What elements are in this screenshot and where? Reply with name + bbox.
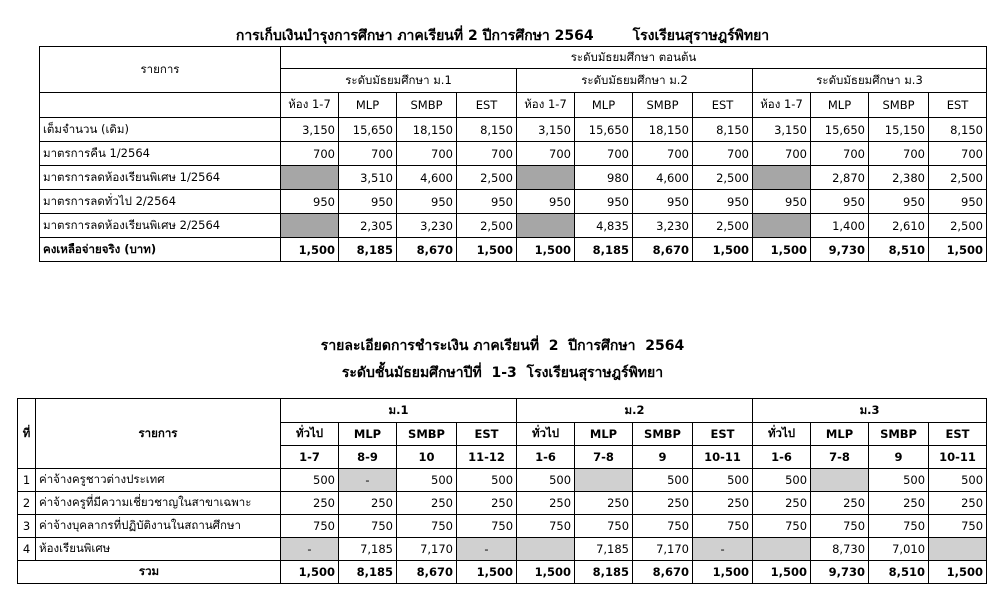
value-cell: 250 bbox=[397, 492, 457, 515]
total-value: 9,730 bbox=[811, 561, 869, 584]
sub-header: MLP bbox=[339, 423, 397, 446]
table-row bbox=[40, 214, 987, 238]
shaded-cell bbox=[517, 214, 575, 238]
row-label: มาตรการลดห้องเรียนพิเศษ 2/2564 bbox=[40, 214, 281, 238]
shaded-cell bbox=[517, 166, 575, 190]
value-cell: 500 bbox=[517, 469, 575, 492]
level-header: ระดับมัธยมศึกษา ม.2 bbox=[517, 69, 753, 93]
table-row bbox=[18, 492, 987, 515]
room-range: 7-8 bbox=[811, 446, 869, 469]
shaded-cell: - bbox=[457, 538, 517, 561]
sub-header: EST bbox=[693, 93, 753, 118]
total-value: 8,510 bbox=[869, 238, 929, 262]
value-cell: 8,150 bbox=[457, 118, 517, 142]
total-value: 1,500 bbox=[457, 238, 517, 262]
row-number: 1 bbox=[18, 469, 36, 492]
value-cell: 18,150 bbox=[633, 118, 693, 142]
shaded-cell bbox=[575, 469, 633, 492]
value-cell: 250 bbox=[929, 492, 987, 515]
value-cell: 500 bbox=[397, 469, 457, 492]
shaded-cell bbox=[281, 214, 339, 238]
value-cell: 250 bbox=[339, 492, 397, 515]
value-cell: 2,380 bbox=[869, 166, 929, 190]
value-cell: 2,500 bbox=[929, 214, 987, 238]
value-cell: 950 bbox=[339, 190, 397, 214]
value-cell: 950 bbox=[575, 190, 633, 214]
value-cell: 750 bbox=[633, 515, 693, 538]
value-cell: 2,500 bbox=[457, 214, 517, 238]
row-label: ค่าจ้างบุคลากรที่ปฏิบัติงานในสถานศึกษา bbox=[36, 515, 281, 538]
value-cell: 7,170 bbox=[633, 538, 693, 561]
value-cell: 700 bbox=[575, 142, 633, 166]
value-cell: 500 bbox=[929, 469, 987, 492]
shaded-cell: - bbox=[281, 538, 339, 561]
shaded-cell bbox=[929, 538, 987, 561]
value-cell: 750 bbox=[693, 515, 753, 538]
row-label: ค่าจ้างครูที่มีความเชี่ยวชาญในสาขาเฉพาะ bbox=[36, 492, 281, 515]
value-cell: 750 bbox=[811, 515, 869, 538]
value-cell: 750 bbox=[397, 515, 457, 538]
value-cell: 500 bbox=[693, 469, 753, 492]
sub-header: EST bbox=[929, 423, 987, 446]
total-value: 8,670 bbox=[397, 561, 457, 584]
value-cell: 500 bbox=[869, 469, 929, 492]
level-header: ม.2 bbox=[517, 399, 753, 423]
value-cell: 700 bbox=[339, 142, 397, 166]
sub-header: SMBP bbox=[869, 93, 929, 118]
value-cell: 250 bbox=[811, 492, 869, 515]
room-range: 9 bbox=[633, 446, 693, 469]
total-value: 8,185 bbox=[575, 238, 633, 262]
table-row bbox=[40, 118, 987, 142]
value-cell: 950 bbox=[693, 190, 753, 214]
value-cell: 750 bbox=[869, 515, 929, 538]
value-cell: 2,500 bbox=[693, 166, 753, 190]
blank-cell bbox=[40, 93, 281, 118]
sub-header: ทั่วไป bbox=[517, 423, 575, 446]
room-range: 11-12 bbox=[457, 446, 517, 469]
value-cell: 700 bbox=[693, 142, 753, 166]
shaded-cell bbox=[281, 166, 339, 190]
table-row bbox=[18, 469, 987, 492]
value-cell: 700 bbox=[929, 142, 987, 166]
sub-header: SMBP bbox=[397, 93, 457, 118]
row-label: เต็มจำนวน (เดิม) bbox=[40, 118, 281, 142]
value-cell: 950 bbox=[869, 190, 929, 214]
value-cell: 750 bbox=[517, 515, 575, 538]
value-cell: 3,150 bbox=[753, 118, 811, 142]
value-cell: 2,500 bbox=[693, 214, 753, 238]
value-cell: 3,150 bbox=[281, 118, 339, 142]
row-label: ค่าจ้างครูชาวต่างประเทศ bbox=[36, 469, 281, 492]
shaded-cell bbox=[753, 538, 811, 561]
sub-header: ห้อง 1-7 bbox=[281, 93, 339, 118]
value-cell: 15,150 bbox=[869, 118, 929, 142]
value-cell: 15,650 bbox=[575, 118, 633, 142]
value-cell: 500 bbox=[457, 469, 517, 492]
sub-header: SMBP bbox=[633, 423, 693, 446]
total-label: คงเหลือจ่ายจริง (บาท) bbox=[40, 238, 281, 262]
value-cell: 750 bbox=[929, 515, 987, 538]
no-header: ที่ bbox=[18, 399, 36, 469]
value-cell: 7,185 bbox=[575, 538, 633, 561]
sub-header: MLP bbox=[811, 423, 869, 446]
room-range: 10-11 bbox=[929, 446, 987, 469]
room-range: 10 bbox=[397, 446, 457, 469]
value-cell: 500 bbox=[633, 469, 693, 492]
value-cell: 700 bbox=[397, 142, 457, 166]
value-cell: 950 bbox=[929, 190, 987, 214]
value-cell: 250 bbox=[869, 492, 929, 515]
total-value: 1,500 bbox=[517, 238, 575, 262]
level-header: ม.3 bbox=[753, 399, 987, 423]
row-number: 4 bbox=[18, 538, 36, 561]
total-value: 1,500 bbox=[457, 561, 517, 584]
room-range: 1-6 bbox=[753, 446, 811, 469]
total-value: 8,185 bbox=[339, 561, 397, 584]
room-range: 9 bbox=[869, 446, 929, 469]
shaded-cell bbox=[753, 166, 811, 190]
value-cell: 750 bbox=[281, 515, 339, 538]
value-cell: 250 bbox=[575, 492, 633, 515]
value-cell: 950 bbox=[397, 190, 457, 214]
value-cell: 4,600 bbox=[397, 166, 457, 190]
value-cell: 700 bbox=[457, 142, 517, 166]
value-cell: 500 bbox=[753, 469, 811, 492]
sub-header: MLP bbox=[575, 423, 633, 446]
table1-title: การเก็บเงินบำรุงการศึกษา ภาคเรียนที่ 2 ปีการศึกษา 2564 โรงเรียนสุราษฎร์พิทยา bbox=[235, 28, 770, 44]
value-cell: 2,500 bbox=[929, 166, 987, 190]
total-value: 1,500 bbox=[517, 561, 575, 584]
row-label: ห้องเรียนพิเศษ bbox=[36, 538, 281, 561]
value-cell: 1,400 bbox=[811, 214, 869, 238]
sub-header: EST bbox=[929, 93, 987, 118]
total-value: 1,500 bbox=[693, 561, 753, 584]
value-cell: 700 bbox=[869, 142, 929, 166]
total-value: 8,185 bbox=[575, 561, 633, 584]
value-cell: 750 bbox=[575, 515, 633, 538]
value-cell: 750 bbox=[339, 515, 397, 538]
value-cell: 7,185 bbox=[339, 538, 397, 561]
value-cell: 2,610 bbox=[869, 214, 929, 238]
shaded-cell: - bbox=[339, 469, 397, 492]
sub-header: EST bbox=[457, 93, 517, 118]
value-cell: 250 bbox=[753, 492, 811, 515]
value-cell: 950 bbox=[517, 190, 575, 214]
total-row bbox=[40, 238, 987, 262]
table-row bbox=[40, 166, 987, 190]
total-value: 8,670 bbox=[633, 238, 693, 262]
value-cell: 15,650 bbox=[811, 118, 869, 142]
value-cell: 700 bbox=[753, 142, 811, 166]
room-range: 1-7 bbox=[281, 446, 339, 469]
value-cell: 3,150 bbox=[517, 118, 575, 142]
table2-title-line2: ระดับชั้นมัธยมศึกษาปีที่ 1-3 โรงเรียนสุราษฎร์พิทยา bbox=[341, 365, 664, 381]
shaded-cell bbox=[753, 214, 811, 238]
value-cell: 4,600 bbox=[633, 166, 693, 190]
row-label: มาตรการลดห้องเรียนพิเศษ 1/2564 bbox=[40, 166, 281, 190]
value-cell: 950 bbox=[633, 190, 693, 214]
value-cell: 4,835 bbox=[575, 214, 633, 238]
value-cell: 3,230 bbox=[633, 214, 693, 238]
value-cell: 950 bbox=[457, 190, 517, 214]
sub-header: EST bbox=[457, 423, 517, 446]
item-header: รายการ bbox=[36, 399, 281, 469]
total-value: 1,500 bbox=[693, 238, 753, 262]
total-value: 8,185 bbox=[339, 238, 397, 262]
value-cell: 7,170 bbox=[397, 538, 457, 561]
value-cell: 700 bbox=[633, 142, 693, 166]
total-value: 8,510 bbox=[869, 561, 929, 584]
sub-header: MLP bbox=[811, 93, 869, 118]
shaded-cell bbox=[811, 469, 869, 492]
table-row bbox=[18, 538, 987, 561]
payment-detail-table bbox=[17, 398, 987, 584]
value-cell: 750 bbox=[753, 515, 811, 538]
row-number: 2 bbox=[18, 492, 36, 515]
value-cell: 2,870 bbox=[811, 166, 869, 190]
value-cell: 8,150 bbox=[693, 118, 753, 142]
value-cell: 250 bbox=[633, 492, 693, 515]
value-cell: 750 bbox=[457, 515, 517, 538]
total-value: 1,500 bbox=[753, 238, 811, 262]
total-value: 1,500 bbox=[281, 238, 339, 262]
room-range: 10-11 bbox=[693, 446, 753, 469]
value-cell: 18,150 bbox=[397, 118, 457, 142]
total-value: 8,670 bbox=[397, 238, 457, 262]
item-header: รายการ bbox=[40, 47, 281, 93]
table-row bbox=[40, 190, 987, 214]
total-value: 1,500 bbox=[281, 561, 339, 584]
sub-header: SMBP bbox=[397, 423, 457, 446]
total-value: 9,730 bbox=[811, 238, 869, 262]
sub-header: SMBP bbox=[633, 93, 693, 118]
value-cell: 950 bbox=[753, 190, 811, 214]
value-cell: 700 bbox=[811, 142, 869, 166]
value-cell: 3,230 bbox=[397, 214, 457, 238]
sub-header: ห้อง 1-7 bbox=[753, 93, 811, 118]
group-header: ระดับมัธยมศึกษา ตอนต้น bbox=[281, 47, 987, 69]
value-cell: 950 bbox=[281, 190, 339, 214]
value-cell: 8,730 bbox=[811, 538, 869, 561]
value-cell: 2,305 bbox=[339, 214, 397, 238]
value-cell: 500 bbox=[281, 469, 339, 492]
level-header: ม.1 bbox=[281, 399, 517, 423]
sub-header: ห้อง 1-7 bbox=[517, 93, 575, 118]
total-value: 1,500 bbox=[929, 561, 987, 584]
value-cell: 7,010 bbox=[869, 538, 929, 561]
value-cell: 950 bbox=[811, 190, 869, 214]
value-cell: 8,150 bbox=[929, 118, 987, 142]
row-number: 3 bbox=[18, 515, 36, 538]
value-cell: 250 bbox=[281, 492, 339, 515]
table2-title-line1: รายละเอียดการชำระเงิน ภาคเรียนที่ 2 ปีการศึกษา 2564 bbox=[320, 338, 685, 354]
value-cell: 2,500 bbox=[457, 166, 517, 190]
sub-header: ทั่วไป bbox=[753, 423, 811, 446]
level-header: ระดับมัธยมศึกษา ม.1 bbox=[281, 69, 517, 93]
value-cell: 15,650 bbox=[339, 118, 397, 142]
table-row bbox=[40, 142, 987, 166]
value-cell: 250 bbox=[693, 492, 753, 515]
value-cell: 3,510 bbox=[339, 166, 397, 190]
fee-collection-table bbox=[39, 46, 987, 262]
value-cell: 250 bbox=[457, 492, 517, 515]
value-cell: 250 bbox=[517, 492, 575, 515]
total-value: 8,670 bbox=[633, 561, 693, 584]
row-label: มาตรการลดทั่วไป 2/2564 bbox=[40, 190, 281, 214]
sub-header: MLP bbox=[575, 93, 633, 118]
value-cell: 700 bbox=[281, 142, 339, 166]
sub-header: ทั่วไป bbox=[281, 423, 339, 446]
level-header: ระดับมัธยมศึกษา ม.3 bbox=[753, 69, 987, 93]
sub-header: EST bbox=[693, 423, 753, 446]
total-label: รวม bbox=[18, 561, 281, 584]
total-row bbox=[18, 561, 987, 584]
shaded-cell bbox=[517, 538, 575, 561]
sub-header: MLP bbox=[339, 93, 397, 118]
row-label: มาตรการคืน 1/2564 bbox=[40, 142, 281, 166]
room-range: 1-6 bbox=[517, 446, 575, 469]
room-range: 7-8 bbox=[575, 446, 633, 469]
total-value: 1,500 bbox=[929, 238, 987, 262]
shaded-cell: - bbox=[693, 538, 753, 561]
value-cell: 700 bbox=[517, 142, 575, 166]
table-row bbox=[18, 515, 987, 538]
room-range: 8-9 bbox=[339, 446, 397, 469]
total-value: 1,500 bbox=[753, 561, 811, 584]
sub-header: SMBP bbox=[869, 423, 929, 446]
value-cell: 980 bbox=[575, 166, 633, 190]
